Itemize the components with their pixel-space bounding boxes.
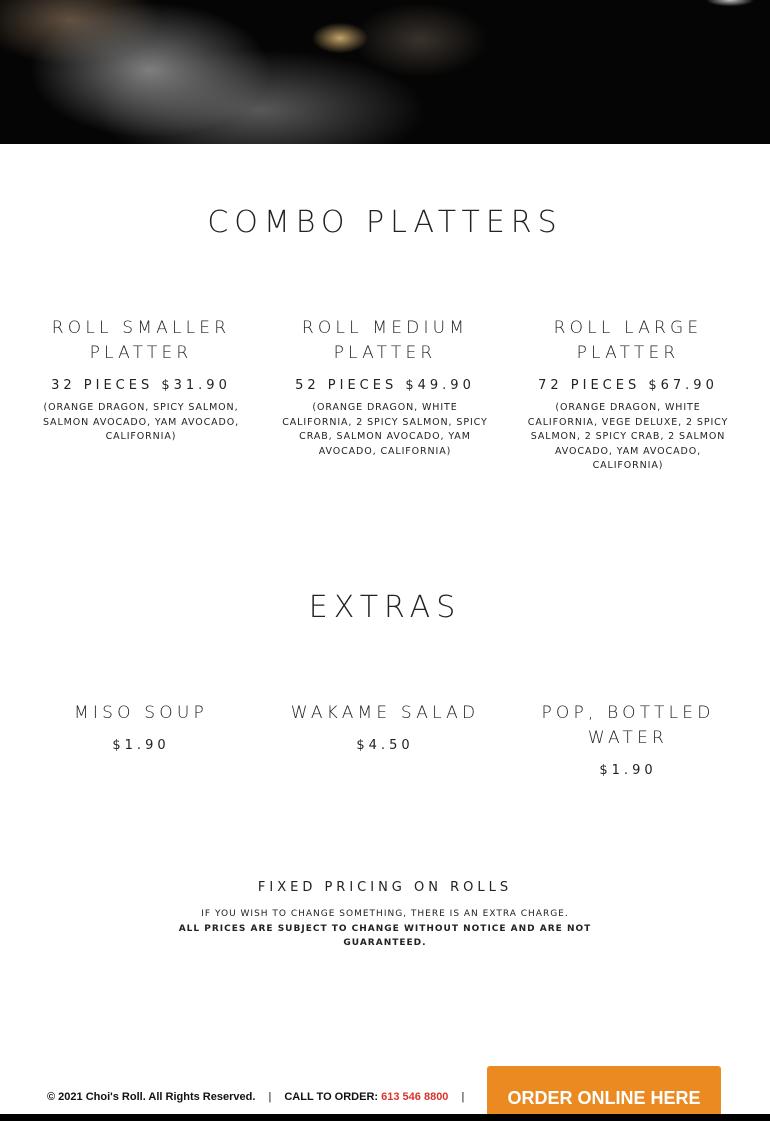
footer-text	[47, 1091, 474, 1103]
menu-item-roll-large-platter	[527, 316, 729, 474]
combo-platters-heading: COMBO PLATTERS	[207, 205, 563, 240]
item-price: $1.90	[599, 763, 657, 778]
item-price: $4.50	[356, 738, 414, 753]
menu-item-wakame-salad	[280, 701, 490, 756]
pricing-note	[0, 880, 770, 951]
phone-link[interactable]: 613 546 8800	[381, 1091, 449, 1103]
bottom-bar	[0, 1114, 770, 1121]
item-name: ROLL MEDIUM PLATTER	[301, 318, 469, 363]
menu-item-pop-bottled-water	[527, 701, 729, 781]
item-name: ROLL LARGE PLATTER	[553, 318, 703, 363]
item-name: WAKAME SALAD	[290, 703, 480, 723]
price-disclaimer: ALL PRICES ARE SUBJECT TO CHANGE WITHOUT NOTICE AND ARE NOT GUARANTEED.	[178, 923, 592, 948]
item-name: MISO SOUP	[74, 703, 208, 723]
item-price: $1.90	[112, 738, 170, 753]
item-price: 72 PIECES $67.90	[538, 378, 718, 393]
item-description: (ORANGE DRAGON, SPICY SALMON, SALMON AVOCADO, YAM AVOCADO, CALIFORNIA)	[42, 402, 240, 443]
footer-separator: |	[461, 1091, 465, 1103]
item-description: (ORANGE DRAGON, WHITE CALIFORNIA, 2 SPICY SALMON, SPICY CRAB, SALMON AVOCADO, YAM AVOCADO, CALIFORNIA)	[282, 402, 488, 457]
menu-item-miso-soup	[40, 701, 242, 756]
item-price: 52 PIECES $49.90	[295, 378, 475, 393]
pricing-note-title: FIXED PRICING ON ROLLS	[257, 880, 513, 895]
extra-charge-note: IF YOU WISH TO CHANGE SOMETHING, THERE IS AN EXTRA CHARGE.	[201, 909, 569, 919]
item-name: POP, BOTTLED WATER	[541, 703, 715, 748]
menu-item-roll-medium-platter	[280, 316, 490, 459]
item-description: (ORANGE DRAGON, WHITE CALIFORNIA, VEGE DELUXE, 2 SPICY SALMON, 2 SPICY CRAB, 2 SALMON AVOCADO, YAM AVOCADO, CALIFORNIA)	[527, 402, 729, 472]
order-online-button[interactable]: ORDER ONLINE HERE	[487, 1066, 721, 1118]
item-price: 32 PIECES $31.90	[51, 378, 231, 393]
menu-item-roll-smaller-platter	[40, 316, 242, 445]
copyright-text: © 2021 Choi's Roll. All Rights Reserved.	[47, 1091, 256, 1103]
footer	[0, 1060, 770, 1121]
extras-heading: EXTRAS	[308, 590, 462, 625]
hero-banner-image	[0, 0, 770, 144]
item-name: ROLL SMALLER PLATTER	[51, 318, 231, 363]
call-to-order-label: CALL TO ORDER:	[284, 1091, 379, 1103]
footer-separator: |	[268, 1091, 272, 1103]
